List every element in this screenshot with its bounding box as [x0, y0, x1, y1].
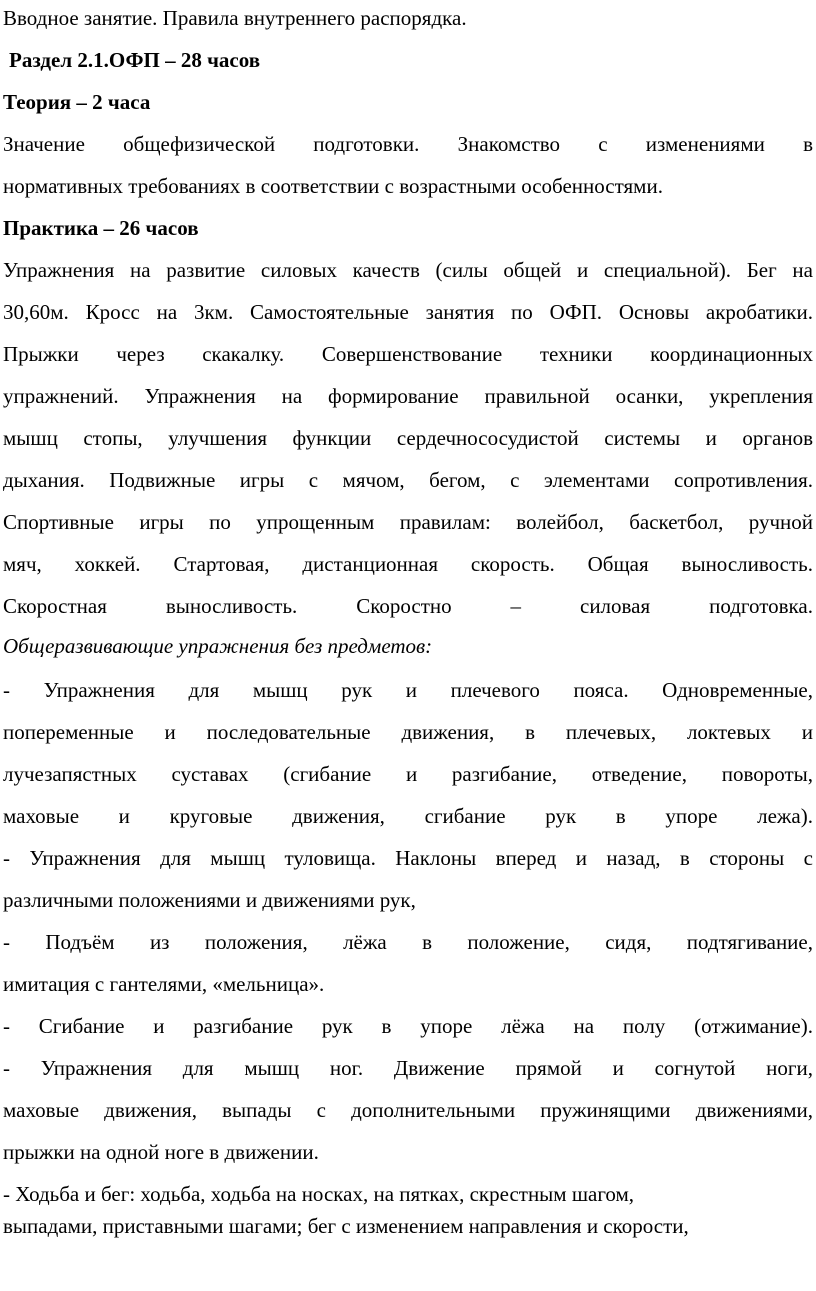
- practice-line: мышц стопы, улучшения функции сердечнососудистой системы и органов: [3, 426, 813, 450]
- theory-line: Значение общефизической подготовки. Знакомство с изменениями в: [3, 132, 813, 156]
- practice-line: 30,60м. Кросс на 3км. Самостоятельные занятия по ОФП. Основы акробатики.: [3, 300, 813, 324]
- theory-line: нормативных требованиях в соответствии с возрастными особенностями.: [3, 174, 663, 198]
- exercise-line: - Сгибание и разгибание рук в упоре лёжа на полу (отжимание).: [3, 1014, 813, 1038]
- exercise-line: - Подъём из положения, лёжа в положение, сидя, подтягивание,: [3, 930, 813, 954]
- practice-line: Прыжки через скакалку. Совершенствование техники координационных: [3, 342, 813, 366]
- practice-line: упражнений. Упражнения на формирование правильной осанки, укрепления: [3, 384, 813, 408]
- exercise-line: - Упражнения для мышц туловища. Наклоны вперед и назад, в стороны с: [3, 846, 813, 870]
- exercise-line: маховые и круговые движения, сгибание рук в упоре лежа).: [3, 804, 813, 828]
- theory-heading: Теория – 2 часа: [3, 90, 151, 114]
- practice-line: Спортивные игры по упрощенным правилам: волейбол, баскетбол, ручной: [3, 510, 813, 534]
- exercise-line: - Упражнения для мышц ног. Движение прямой и согнутой ноги,: [3, 1056, 813, 1080]
- exercise-line: попеременные и последовательные движения, в плечевых, локтевых и: [3, 720, 813, 744]
- section-heading: Раздел 2.1.ОФП – 28 часов: [9, 48, 261, 72]
- exercise-line: выпадами, приставными шагами; бег с изменением направления и скорости,: [3, 1214, 689, 1238]
- exercise-line: имитация с гантелями, «мельница».: [3, 972, 325, 996]
- exercise-line: прыжки на одной ноге в движении.: [3, 1140, 319, 1164]
- intro-line: Вводное занятие. Правила внутреннего распорядка.: [3, 6, 467, 30]
- practice-line: мяч, хоккей. Стартовая, дистанционная скорость. Общая выносливость.: [3, 552, 813, 576]
- exercise-line: лучезапястных суставах (сгибание и разгибание, отведение, повороты,: [3, 762, 813, 786]
- subheading-italic: Общеразвивающие упражнения без предметов:: [3, 634, 433, 658]
- practice-line: дыхания. Подвижные игры с мячом, бегом, с элементами сопротивления.: [3, 468, 813, 492]
- exercise-line: различными положениями и движениями рук,: [3, 888, 416, 912]
- exercise-line: - Упражнения для мышц рук и плечевого пояса. Одновременные,: [3, 678, 813, 702]
- exercise-line: - Ходьба и бег: ходьба, ходьба на носках, на пятках, скрестным шагом,: [3, 1182, 635, 1206]
- practice-heading: Практика – 26 часов: [3, 216, 199, 240]
- exercise-line: маховые движения, выпады с дополнительными пружинящими движениями,: [3, 1098, 813, 1122]
- practice-line: Упражнения на развитие силовых качеств (силы общей и специальной). Бег на: [3, 258, 813, 282]
- practice-line: Скоростная выносливость. Скоростно – силовая подготовка.: [3, 594, 813, 618]
